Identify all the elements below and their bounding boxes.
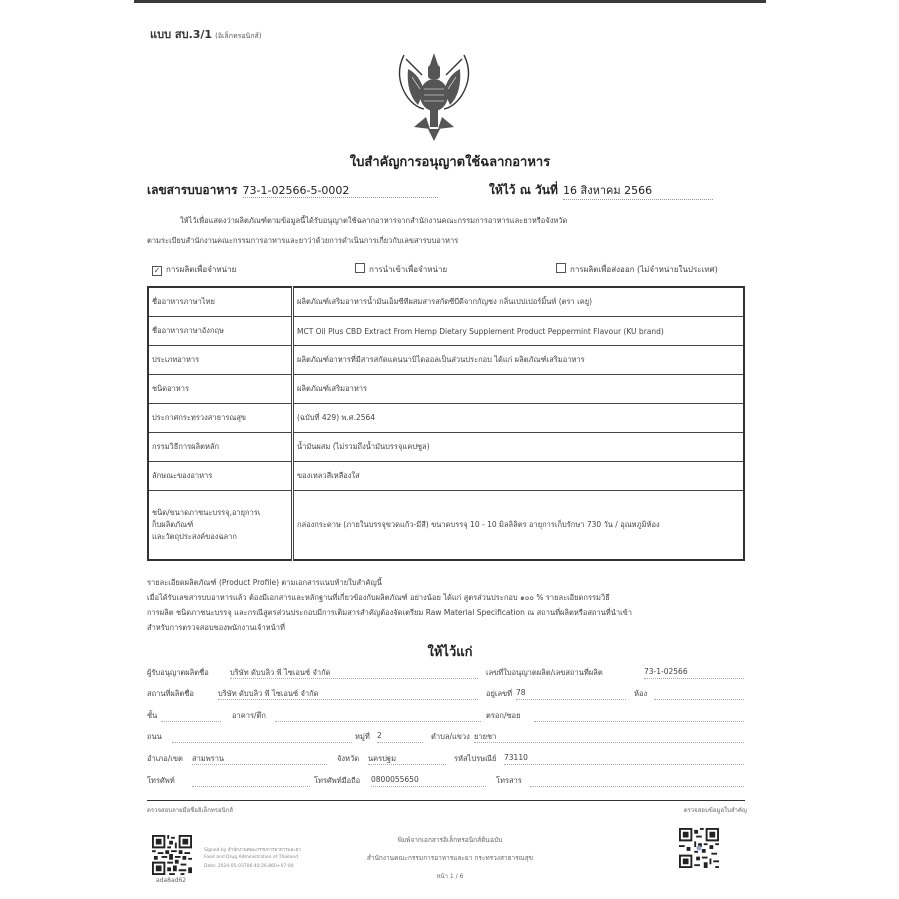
table-row-packaging bbox=[148, 491, 744, 561]
certificate-title: ใบสำคัญการอนุญาตใช้ฉลากอาหาร bbox=[349, 155, 551, 170]
fax-label: โทรสาร bbox=[496, 776, 522, 785]
building-value bbox=[275, 710, 481, 722]
room-value bbox=[654, 688, 744, 700]
floor-value bbox=[161, 710, 221, 722]
row-key-line: ก็บผลิตภัณฑ์ bbox=[152, 520, 194, 529]
district-value: สามพราน bbox=[192, 753, 327, 765]
product-profile-note: รายละเอียดผลิตภัณฑ์ (Product Profile) ตามเอกสารแนบท้ายใบสำคัญนี้ bbox=[147, 578, 382, 587]
document-verify-qr-code-icon[interactable] bbox=[679, 828, 719, 868]
row-value: กล่องกระดาษ (ภายในบรรจุขวดแก้ว-มีสี) ขนาดบรรจุ 10 - 10 มิลลิลิตร อายุการเก็บรักษา 730 วัน / อุณหภูมิห้อง bbox=[293, 491, 745, 561]
serial-number-field bbox=[147, 179, 438, 200]
signed-by-text: Signed by สำนักงานคณะกรรมการอาหารและยา bbox=[204, 848, 301, 853]
checkbox-empty-icon bbox=[556, 263, 566, 273]
issue-date-field bbox=[489, 179, 713, 200]
row-value: ผลิตภัณฑ์เสริมอาหารน้ำมันเอ็มซีทีผสมสารสกัดซีบีดีจากกัญชง กลิ่นเปปเปอร์มิ้นท์ (ตรา เคยู) bbox=[293, 287, 745, 317]
moo-value: 2 bbox=[377, 731, 423, 743]
checkbox-production-for-export[interactable] bbox=[556, 263, 718, 276]
subdistrict-value: ยายชา bbox=[474, 731, 744, 743]
phone-label: โทรศัพท์ bbox=[147, 776, 175, 785]
license-number-label: เลขที่ใบอนุญาตผลิต/เลขสถานที่ผลิต bbox=[486, 668, 603, 677]
phone-value bbox=[192, 775, 310, 787]
province-label: จังหวัด bbox=[337, 754, 360, 763]
row-value: ผลิตภัณฑ์เสริมอาหาร bbox=[293, 375, 745, 404]
checkbox-import-for-sale[interactable] bbox=[355, 263, 447, 276]
issuing-agency: สำนักงานคณะกรรมการอาหารและยา กระทรวงสาธารณสุข bbox=[366, 854, 534, 862]
province-value: นครปฐม bbox=[368, 753, 446, 765]
checkbox-production-for-sale[interactable] bbox=[152, 263, 236, 276]
signature-date: Date: 2024-05-03T06:40:26.860+07:00 bbox=[204, 864, 294, 869]
qr-code-id: ada8ad62 bbox=[156, 877, 187, 884]
serial-value: 73-1-02566-5-0002 bbox=[243, 184, 438, 198]
room-label: ห้อง bbox=[634, 689, 648, 698]
building-label: อาคาร/ตึก bbox=[232, 711, 266, 720]
row-value: น้ำมันผสม (ไม่รวมถึงน้ำมันบรรจุแคปซูล) bbox=[293, 433, 745, 462]
district-label: อำเภอ/เขต bbox=[147, 754, 183, 763]
license-number-value: 73-1-02566 bbox=[644, 667, 744, 679]
printed-from-original: พิมพ์จากเอกสารอิเล็กทรอนิกส์ต้นฉบับ bbox=[397, 836, 503, 844]
row-key: ประกาศกระทรวงสาธารณสุข bbox=[148, 404, 293, 433]
issue-date-value: 16 สิงหาคม 2566 bbox=[563, 181, 713, 200]
house-number-label: อยู่เลขที่ bbox=[486, 689, 513, 698]
row-value: MCT Oil Plus CBD Extract From Hemp Dietary Supplement Product Peppermint Flavour (KU brand) bbox=[293, 317, 745, 346]
checkbox-empty-icon bbox=[355, 263, 365, 273]
intro-line-2: ตามระเบียบสำนักงานคณะกรรมการอาหารและยาว่าด้วยการดำเนินการเกี่ยวกับเลขสารบบอาหาร bbox=[147, 236, 459, 245]
road-label: ถนน bbox=[147, 732, 162, 741]
checkbox-checked-icon: ✓ bbox=[153, 266, 161, 275]
given-to-heading: ให้ไว้แก่ bbox=[427, 645, 473, 660]
floor-label: ชั้น bbox=[147, 711, 158, 720]
page-number: หน้า 1 / 6 bbox=[436, 873, 464, 880]
form-code bbox=[150, 25, 262, 43]
fax-value bbox=[530, 775, 744, 787]
postcode-value: 73110 bbox=[504, 753, 744, 765]
row-value: ผลิตภัณฑ์อาหารที่มีสารสกัดแคนนาบิไดออลเป็นส่วนประกอบ ได้แก่ ผลิตภัณฑ์เสริมอาหาร bbox=[293, 346, 745, 375]
holder-label: ผู้รับอนุญาตผลิตชื่อ bbox=[147, 668, 209, 677]
row-key: กรรมวิธีการผลิตหลัก bbox=[148, 433, 293, 462]
table-row bbox=[148, 433, 744, 462]
row-key bbox=[148, 491, 293, 561]
requirements-line-2: การผลิต ชนิดภาชนะบรรจุ และกรณีสูตรส่วนประกอบมีการเติมสารสำคัญต้องจัดเตรียม Raw Material Specification ณ สถานที่ผลิตหรือสถานที่นำเข้า bbox=[147, 608, 632, 617]
product-info-table bbox=[147, 286, 745, 561]
verify-signature-label: ตรวจสอบลายมือชื่ออิเล็กทรอนิกส์ bbox=[147, 807, 234, 814]
form-code-text: แบบ สบ.3/1 bbox=[150, 28, 213, 41]
checkbox-label: การนำเข้าเพื่อจำหน่าย bbox=[369, 265, 448, 274]
intro-line-1: ให้ไว้เพื่อแสดงว่าผลิตภัณฑ์ตามข้อมูลนี้ได้รับอนุญาตใช้ฉลากอาหารจากสำนักงานคณะกรรมการอาหารและยาหรือจังหวัด bbox=[180, 216, 568, 225]
postcode-label: รหัสไปรษณีย์ bbox=[454, 754, 497, 763]
table-row bbox=[148, 375, 744, 404]
verify-document-label: ตรวจสอบข้อมูลใบสำคัญ bbox=[683, 807, 747, 814]
table-row bbox=[148, 404, 744, 433]
site-value: บริษัท ดับบลิว พี ไซเอนซ์ จำกัด bbox=[218, 688, 478, 700]
alley-value bbox=[534, 710, 744, 722]
signer-organization: Food and Drug Administration of Thailand bbox=[204, 855, 299, 860]
requirements-line-3: สำหรับการตรวจสอบของพนักงานเจ้าหน้าที่ bbox=[147, 623, 285, 632]
table-row bbox=[148, 462, 744, 491]
table-row bbox=[148, 317, 744, 346]
row-key: ชื่ออาหารภาษาไทย bbox=[148, 287, 293, 317]
row-key-line: ชนิด/ขนาดภาชนะบรรจุ,อายุการเ bbox=[152, 508, 261, 517]
table-row bbox=[148, 287, 744, 317]
holder-value: บริษัท ดับบลิว พี ไซเอนซ์ จำกัด bbox=[230, 667, 478, 679]
checkbox-label: การผลิตเพื่อจำหน่าย bbox=[166, 265, 237, 274]
moo-label: หมู่ที่ bbox=[355, 732, 370, 741]
row-key: ลักษณะของอาหาร bbox=[148, 462, 293, 491]
house-number-value: 78 bbox=[516, 688, 626, 700]
subdistrict-label: ตำบล/แขวง bbox=[431, 732, 470, 741]
mobile-value: 0800055650 bbox=[371, 775, 486, 787]
table-row bbox=[148, 346, 744, 375]
row-key: ชื่ออาหารภาษาอังกฤษ bbox=[148, 317, 293, 346]
mobile-label: โทรศัพท์มือถือ bbox=[314, 776, 361, 785]
row-key: ชนิดอาหาร bbox=[148, 375, 293, 404]
checkbox-label: การผลิตเพื่อส่งออก (ไม่จำหน่ายในประเทศ) bbox=[570, 265, 718, 274]
issue-date-label: ให้ไว้ ณ วันที่ bbox=[489, 183, 558, 197]
row-value: ของเหลวสีเหลืองใส bbox=[293, 462, 745, 491]
form-code-sub: (อิเล็กทรอนิกส์) bbox=[215, 32, 262, 40]
footer-divider bbox=[147, 800, 745, 801]
alley-label: ตรอก/ซอย bbox=[486, 711, 521, 720]
requirements-line-1: เมื่อได้รับเลขสารบบอาหารแล้ว ต้องมีเอกสารและหลักฐานที่เกี่ยวข้องกับผลิตภัณฑ์ อย่างน้อย ได้แก่ สูตรส่วนประกอบ ๑๐๐ % รายละเอียดกรรมวิธี bbox=[147, 593, 610, 602]
certificate-page bbox=[134, 3, 766, 893]
row-value: (ฉบับที่ 429) พ.ศ.2564 bbox=[293, 404, 745, 433]
row-key-line: และวัตถุประสงค์ของฉลาก bbox=[152, 532, 237, 541]
serial-label: เลขสารบบอาหาร bbox=[147, 183, 238, 197]
road-value bbox=[172, 731, 352, 743]
row-key: ประเภทอาหาร bbox=[148, 346, 293, 375]
garuda-emblem-icon bbox=[384, 45, 484, 145]
site-label: สถานที่ผลิตชื่อ bbox=[147, 689, 194, 698]
